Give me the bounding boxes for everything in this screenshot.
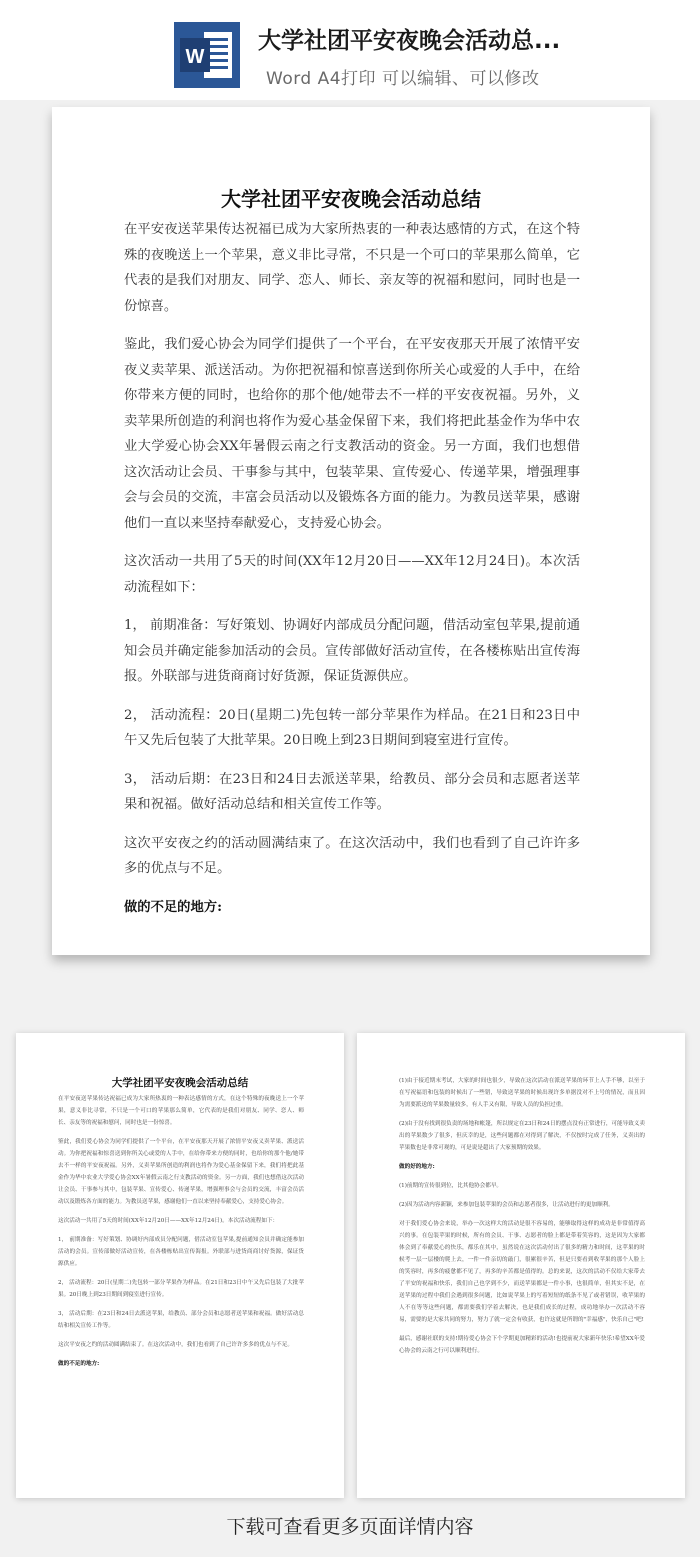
thumbnail-heading: 做的不足的地方: bbox=[58, 1361, 100, 1367]
thumbnail-paragraph: (1)前期的宣传很到位，比其他协会都早。 bbox=[399, 1183, 503, 1189]
paragraph: 3， 活动后期：在23日和24日去派送苹果，给教员、部分会员和志愿者送苹果和祝福。做好活动总结和相关宣传工作等。 bbox=[124, 771, 580, 812]
thumbnail-paragraph: 2， 活动流程：20日(星期二)先包转一部分苹果作为样品。在21日和23日中午又先后包装了大批苹果。20日晚上到23日期间到寝室进行宣传。 bbox=[58, 1280, 304, 1298]
thumbnail-paragraph: 最后，感谢社联的支持!期待爱心协会下个学期更加精彩的活动!也提前祝大家新年快乐!希望XX年爱心协会的云南之行可以顺利进行。 bbox=[399, 1336, 645, 1354]
thumbnail-paragraph: 鉴此，我们爱心协会为同学们提供了一个平台，在平安夜那天开展了浓情平安夜义卖苹果、派送活动。为你把祝福和惊喜送到你所关心或爱的人手中，在给你带来方便的同时，也给你的那个他/她带去不一样的平安夜祝福。另外，义卖苹果所创造的利润也将作为爱心基金保留下来，我们将把此基金作为华中农业大学爱心协会XX年暑假云南之行支教活动的资金。另一方面，我们也想借这次活动让会员、干事参与其中，包装苹果、宣传爱心、传递苹果，增强理事会与会员的交流，丰富会员活动以及锻炼各方面的能力。为教员送苹果，感谢他们一直以来坚持奉献爱心，支持爱心协会。 bbox=[58, 1139, 304, 1205]
header-title: 大学社团平安夜晚会活动总... bbox=[258, 28, 561, 54]
thumbnail-paragraph: (2)由于没有找到很负责的场地和帐篷，所以规定在23日和24日的摆点没有正常进行，可能导致义卖出的苹果数少了很多，但庆幸的是，这些问题都在对得到了解决，不仅按时完成了任务，义卖出的苹果数也是非常可观的，可是说是超出了大家预期的效果。 bbox=[399, 1121, 645, 1151]
thumbnail-paragraph: 在平安夜送苹果传达祝福已成为大家所热衷的一种表达感情的方式，在这个特殊的夜晚送上一个苹果，意义非比寻常，不只是一个可口的苹果那么简单，它代表的是我们对朋友、同学、恋人、师长、亲友等的祝福和慰问，同时也是一份惊喜。 bbox=[58, 1096, 304, 1126]
paragraph: 鉴此，我们爱心协会为同学们提供了一个平台，在平安夜那天开展了浓情平安夜义卖苹果、派送活动。为你把祝福和惊喜送到你所关心或爱的人手中，在给你带来方便的同时，也给你的那个他/她带去不一样的平安夜祝福。另外，义卖苹果所创造的利润也将作为爱心基金保留下来，我们将把此基金作为华中农业大学爱心协会XX年暑假云南之行支教活动的资金。另一方面，我们也想借这次活动让会员、干事参与其中，包装苹果、宣传爱心、传递苹果，增强理事会与会员的交流，丰富会员活动以及锻炼各方面的能力。为教员送苹果，感谢他们一直以来坚持奉献爱心，支持爱心协会。 bbox=[124, 337, 580, 531]
thumbnail-paragraph: (1)由于接近期末考试，大家的时间也很少，导致在这次活动在派送苹果的环节上人手不够，以至于在写祝福语和包装的时候出了一些错，导致送苹果的时候出现许多单据没对不上号的情况，而且因为需要派送的苹果数量较多，有人手又有限，导致人员的负担过重。 bbox=[399, 1078, 645, 1108]
paragraph: 这次活动一共用了5天的时间(XX年12月20日——XX年12月24日)。本次活动流程如下： bbox=[124, 554, 580, 595]
download-more-link[interactable]: 下载可查看更多页面详情内容 bbox=[226, 1516, 474, 1538]
header-banner bbox=[0, 0, 700, 100]
word-icon bbox=[174, 22, 240, 88]
thumbnail-paragraph: 对于我们爱心协会来说，举办一次这样大的活动是很不容易的，能够取得这样的成功是非常值得高兴的事。在包装苹果的时候，所有的会员、干事、志愿者的脸上都是带着笑容的，这是因为大家都体会到了奉献爱心的快乐，都乐在其中，虽然说在这次活动付出了很多的精力和时间，这苹果的时候考一层一层楼的爬上去，一件一件亲切的敲门，很累很辛苦，但是只要看到收苹果的那个人脸上的笑容时，再多的疲惫都不见了，再多的辛苦都是值得的。总的来说，这次的活动不仅给大家带去了平安的祝福和快乐，我们自己也学到不少，而送苹果都是一件小事，也很简单，但其实不是，在送苹果的过程中我们会遇到很多问题，比如说苹果上的写着短短的纸条不见了或者错误，收苹果的人不在等等这些问题，都需要我们学着去解决，也是我们成长的过程，成功地举办一次活动不容易，需要的是大家共同的努力，努力了就一定会有收获，也许这就是所谓的"幸福感"，快乐自己"吧! bbox=[399, 1221, 645, 1323]
header-subtitle: Word A4打印 可以编辑、可以修改 bbox=[266, 69, 540, 89]
document-body bbox=[124, 217, 580, 933]
thumbnail-title: 大学社团平安夜晚会活动总结 bbox=[111, 1077, 249, 1089]
thumbnail-paragraph: 3， 活动后期：在23日和24日去派送苹果，给教员、部分会员和志愿者送苹果和祝福。做好活动总结和相关宣传工作等。 bbox=[58, 1311, 304, 1329]
thumbnail-page-1[interactable] bbox=[16, 1033, 344, 1498]
thumbnail-heading: 做的好的地方: bbox=[399, 1164, 435, 1170]
paragraph: 2， 活动流程：20日(星期二)先包转一部分苹果作为样品。在21日和23日中午又先后包装了大批苹果。20日晚上到23日期间到寝室进行宣传。 bbox=[124, 707, 580, 748]
document-page-main bbox=[52, 107, 650, 955]
thumbnail-body bbox=[58, 1093, 304, 1377]
paragraph: 在平安夜送苹果传达祝福已成为大家所热衷的一种表达感情的方式，在这个特殊的夜晚送上一个苹果，意义非比寻常，不只是一个可口的苹果那么简单，它代表的是我们对朋友、同学、恋人、师长、亲友等的祝福和慰问，同时也是一份惊喜。 bbox=[124, 222, 580, 314]
thumbnail-body bbox=[399, 1075, 645, 1364]
thumbnail-page-2[interactable] bbox=[357, 1033, 685, 1498]
thumbnail-paragraph: 这次平安夜之约的活动圆满结束了。在这次活动中，我们也看到了自己许许多多的优点与不足。 bbox=[58, 1342, 293, 1348]
svg-text:W: W bbox=[185, 46, 205, 68]
section-heading: 做的不足的地方: bbox=[124, 899, 222, 915]
thumbnail-paragraph: (2)因为活动内容新颖，来参加包装苹果的会员和志愿者很多，让活动进行的更加顺利。 bbox=[399, 1202, 614, 1208]
thumbnail-paragraph: 这次活动一共用了5天的时间(XX年12月20日——XX年12月24日)。本次活动流程如下： bbox=[58, 1218, 279, 1224]
paragraph: 1， 前期准备：写好策划、协调好内部成员分配问题，借活动室包苹果,提前通知会员并确定能参加活动的会员。宣传部做好活动宣传，在各楼栋贴出宣传海报。外联部与进货商商讨好货源，保证货源供应。 bbox=[124, 618, 580, 684]
thumbnail-paragraph: 1， 前期准备：写好策划、协调好内部成员分配问题，借活动室包苹果,提前通知会员并确定能参加活动的会员。宣传部做好活动宣传，在各楼栋贴出宣传海报。外联部与进货商商讨好货源，保证货源供应。 bbox=[58, 1237, 304, 1267]
document-title: 大学社团平安夜晚会活动总结 bbox=[221, 187, 481, 211]
paragraph: 这次平安夜之约的活动圆满结束了。在这次活动中，我们也看到了自己许许多多的优点与不足。 bbox=[124, 835, 580, 876]
